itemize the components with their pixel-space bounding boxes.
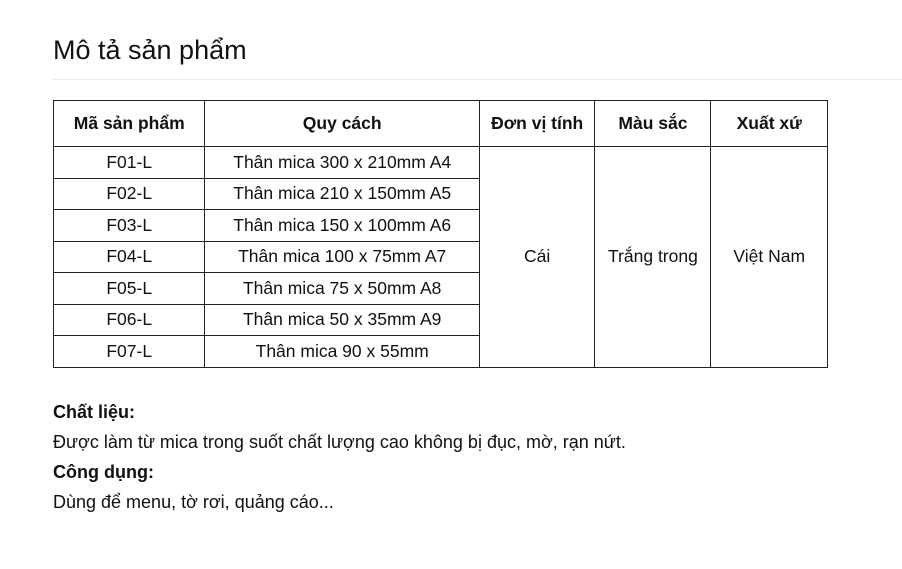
header-product-code: Mã sản phẩm (54, 101, 205, 147)
header-origin: Xuất xứ (711, 101, 828, 147)
product-code-cell: F01-L (54, 147, 205, 179)
specification-cell: Thân mica 210 x 150mm A5 (205, 178, 480, 210)
product-code-cell: F06-L (54, 304, 205, 336)
specification-cell: Thân mica 50 x 35mm A9 (205, 304, 480, 336)
table-row (54, 147, 828, 179)
usage-heading: Công dụng: (53, 462, 154, 482)
product-code-cell: F04-L (54, 241, 205, 273)
usage-description: Dùng để menu, tờ rơi, quảng cáo... (53, 492, 334, 512)
color-cell: Trắng trong (595, 147, 711, 368)
specification-cell: Thân mica 75 x 50mm A8 (205, 273, 480, 305)
specification-cell: Thân mica 300 x 210mm A4 (205, 147, 480, 179)
specification-cell: Thân mica 90 x 55mm (205, 336, 480, 368)
unit-cell: Cái (479, 147, 594, 368)
title-divider (53, 79, 902, 80)
page-title: Mô tả sản phẩm (53, 35, 247, 65)
product-code-cell: F03-L (54, 210, 205, 242)
product-code-cell: F02-L (54, 178, 205, 210)
material-description: Được làm từ mica trong suốt chất lượng cao không bị đục, mờ, rạn nứt. (53, 432, 626, 452)
product-code-cell: F05-L (54, 273, 205, 305)
header-color: Màu sắc (595, 101, 711, 147)
header-unit: Đơn vị tính (479, 101, 594, 147)
specification-cell: Thân mica 100 x 75mm A7 (205, 241, 480, 273)
header-specification: Quy cách (205, 101, 480, 147)
origin-cell: Việt Nam (711, 147, 828, 368)
table-header-row (54, 101, 828, 147)
product-code-cell: F07-L (54, 336, 205, 368)
material-heading: Chất liệu: (53, 402, 136, 422)
specification-cell: Thân mica 150 x 100mm A6 (205, 210, 480, 242)
product-spec-table (53, 100, 828, 368)
